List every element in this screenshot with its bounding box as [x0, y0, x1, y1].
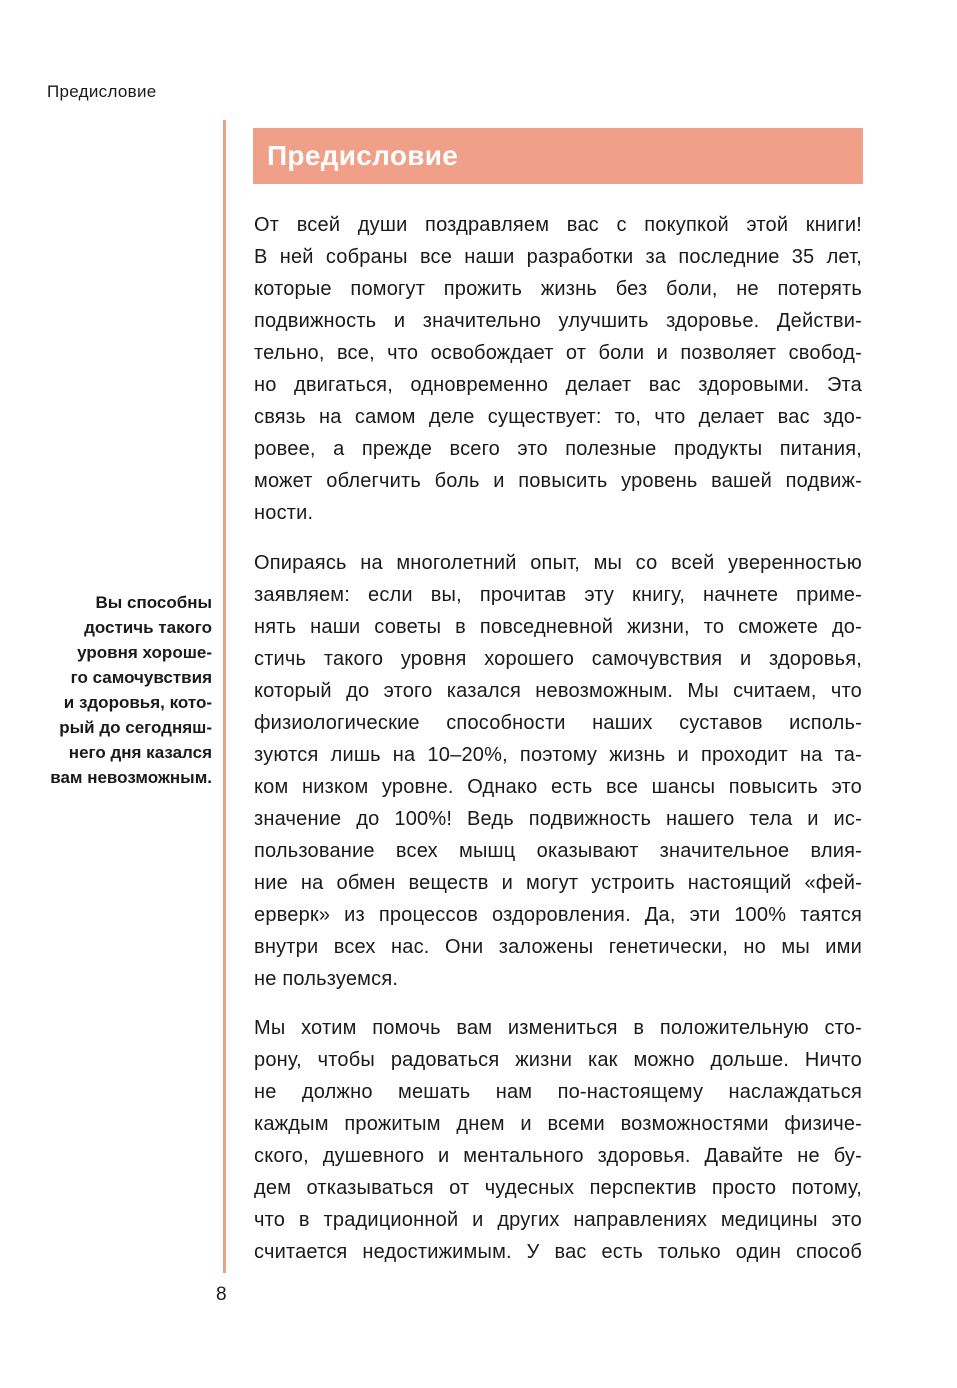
text-line: Мы хотим помочь вам измениться в положительную сто- — [254, 1017, 862, 1039]
pull-quote-line: рый до сегодняш- — [59, 718, 212, 737]
text-line: стичь такого уровня хорошего самочувствия и здоровья, — [254, 648, 862, 670]
text-line: не пользуемся. — [254, 968, 399, 990]
text-line: каждым прожитым днем и всеми возможностями физиче- — [254, 1113, 862, 1135]
chapter-title: Предисловие — [267, 140, 459, 171]
text-line: физиологические способности наших суставов исполь- — [254, 712, 862, 734]
paragraph-1 — [254, 209, 862, 529]
page-number: 8 — [216, 1284, 227, 1305]
text-line: В ней собраны все наши разработки за последние 35 лет, — [254, 246, 862, 268]
text-line: ровее, а прежде всего это полезные продукты питания, — [254, 438, 862, 460]
pull-quote-line: Вы способны — [95, 593, 212, 612]
text-line: но двигаться, одновременно делает вас здоровыми. Эта — [254, 374, 862, 396]
text-line: не должно мешать нам по-настоящему наслаждаться — [254, 1081, 862, 1103]
text-line: подвижность и значительно улучшить здоровье. Действи- — [254, 310, 862, 332]
text-line: которые помогут прожить жизнь без боли, не потерять — [254, 278, 862, 300]
pull-quote-line: него дня казался — [68, 743, 212, 762]
text-line: значение до 100%! Ведь подвижность нашего тела и ис- — [254, 808, 862, 830]
text-line: От всей души поздравляем вас с покупкой этой книги! — [254, 214, 862, 236]
text-line: пользование всех мышц оказывают значительное влия- — [254, 840, 862, 862]
text-line: ности. — [254, 502, 314, 524]
text-line: ерверк» из процессов оздоровления. Да, эти 100% таятся — [254, 904, 862, 926]
pull-quote-line: вам невозможным. — [50, 768, 212, 787]
running-header: Предисловие — [47, 82, 157, 101]
margin-rule — [223, 120, 226, 1273]
text-line: внутри всех нас. Они заложены генетически, но мы ими — [254, 936, 862, 958]
pull-quote-line: достичь такого — [84, 618, 212, 637]
text-line: который до этого казался невозможным. Мы считаем, что — [254, 680, 862, 702]
paragraph-2 — [254, 547, 862, 995]
text-line: нять наши советы в повседневной жизни, то сможете до- — [254, 616, 862, 638]
text-line: ком низком уровне. Однако есть все шансы повысить это — [254, 776, 862, 798]
text-line: считается недостижимым. У вас есть только один способ — [254, 1241, 862, 1263]
text-line: дем отказываться от чудесных перспектив просто потому, — [254, 1177, 862, 1199]
text-line: зуются лишь на 10–20%, поэтому жизнь и проходит на та- — [254, 744, 862, 766]
paragraph-3 — [254, 1012, 862, 1268]
pull-quote — [30, 590, 212, 790]
pull-quote-line: и здоровья, кото- — [63, 693, 212, 712]
text-line: может облегчить боль и повысить уровень вашей подвиж- — [254, 470, 862, 492]
text-line: тельно, все, что освобождает от боли и позволяет свобод- — [254, 342, 862, 364]
text-line: рону, чтобы радоваться жизни как можно дольше. Ничто — [254, 1049, 862, 1071]
text-line: что в традиционной и других направлениях медицины это — [254, 1209, 862, 1231]
text-line: заявляем: если вы, прочитав эту книгу, начнете приме- — [254, 584, 862, 606]
text-line: связь на самом деле существует: то, что делает вас здо- — [254, 406, 862, 428]
chapter-title-banner — [253, 128, 863, 184]
pull-quote-line: уровня хороше- — [77, 643, 212, 662]
text-line: Опираясь на многолетний опыт, мы со всей уверенностью — [254, 552, 862, 574]
pull-quote-line: го самочувствия — [70, 668, 212, 687]
text-line: ние на обмен веществ и могут устроить настоящий «фей- — [254, 872, 862, 894]
text-line: ского, душевного и ментального здоровья. Давайте не бу- — [254, 1145, 862, 1167]
